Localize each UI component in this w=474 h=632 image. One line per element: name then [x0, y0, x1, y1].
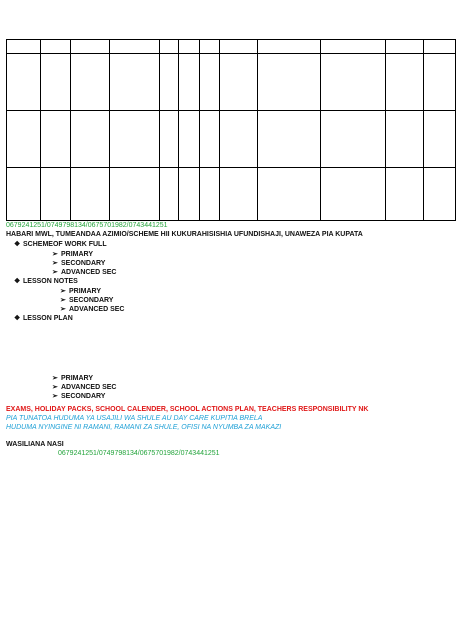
section-notes-title: LESSON NOTES	[23, 278, 78, 285]
list-item: ➢ ADVANCED SEC	[52, 269, 117, 276]
arrowhead-icon: ➢	[52, 393, 58, 400]
list-item: ➢ ADVANCED SEC	[60, 306, 125, 313]
section-scheme	[14, 240, 107, 249]
section-plan-title: LESSON PLAN	[23, 315, 73, 322]
table-row	[7, 54, 456, 111]
arrowhead-icon: ➢	[52, 375, 58, 382]
arrowhead-icon: ➢	[60, 297, 66, 304]
list-item: ➢ PRIMARY	[52, 375, 94, 382]
table-header-row	[7, 40, 456, 54]
phone-numbers-top: 0679241251/0749798134/0675701982/0743441251	[6, 222, 168, 229]
section-plan	[14, 314, 73, 323]
section-scheme-title: SCHEMEOF WORK FULL	[23, 241, 107, 248]
empty-scheme-table	[6, 39, 456, 221]
diamond-star-icon: ❖	[14, 278, 21, 285]
contact-label: WASILIANA NASI	[6, 441, 64, 448]
list-item: ➢ PRIMARY	[52, 251, 94, 258]
maps-line: HUDUMA NYINGINE NI RAMANI, RAMANI ZA SHULE, OFISI NA NYUMBA ZA MAKAZI	[6, 424, 282, 431]
arrowhead-icon: ➢	[60, 288, 66, 295]
list-item: ➢ SECONDARY	[60, 297, 114, 304]
arrowhead-icon: ➢	[52, 384, 58, 391]
services-line: EXAMS, HOLIDAY PACKS, SCHOOL CALENDER, SCHOOL ACTIONS PLAN, TEACHERS RESPONSIBILITY NK	[6, 406, 369, 413]
arrowhead-icon: ➢	[52, 269, 58, 276]
arrowhead-icon: ➢	[60, 306, 66, 313]
list-item: ➢ SECONDARY	[52, 393, 106, 400]
diamond-star-icon: ❖	[14, 241, 21, 248]
table-row	[7, 168, 456, 221]
list-item: ➢ SECONDARY	[52, 260, 106, 267]
contact-numbers: 0679241251/0749798134/0675701982/0743441251	[58, 450, 220, 457]
diamond-star-icon: ❖	[14, 315, 21, 322]
intro-text: HABARI MWL, TUMEANDAA AZIMIO/SCHEME HII KUKURAHISISHIA UFUNDISHAJI, UNAWEZA PIA KUPATA	[6, 231, 363, 238]
registration-line: PIA TUNATOA HUDUMA YA USAJILI WA SHULE AU DAY CARE KUPITIA BRELA	[6, 415, 263, 422]
section-notes	[14, 277, 78, 286]
table-row	[7, 111, 456, 168]
arrowhead-icon: ➢	[52, 260, 58, 267]
list-item: ➢ ADVANCED SEC	[52, 384, 117, 391]
list-item: ➢ PRIMARY	[60, 288, 102, 295]
arrowhead-icon: ➢	[52, 251, 58, 258]
